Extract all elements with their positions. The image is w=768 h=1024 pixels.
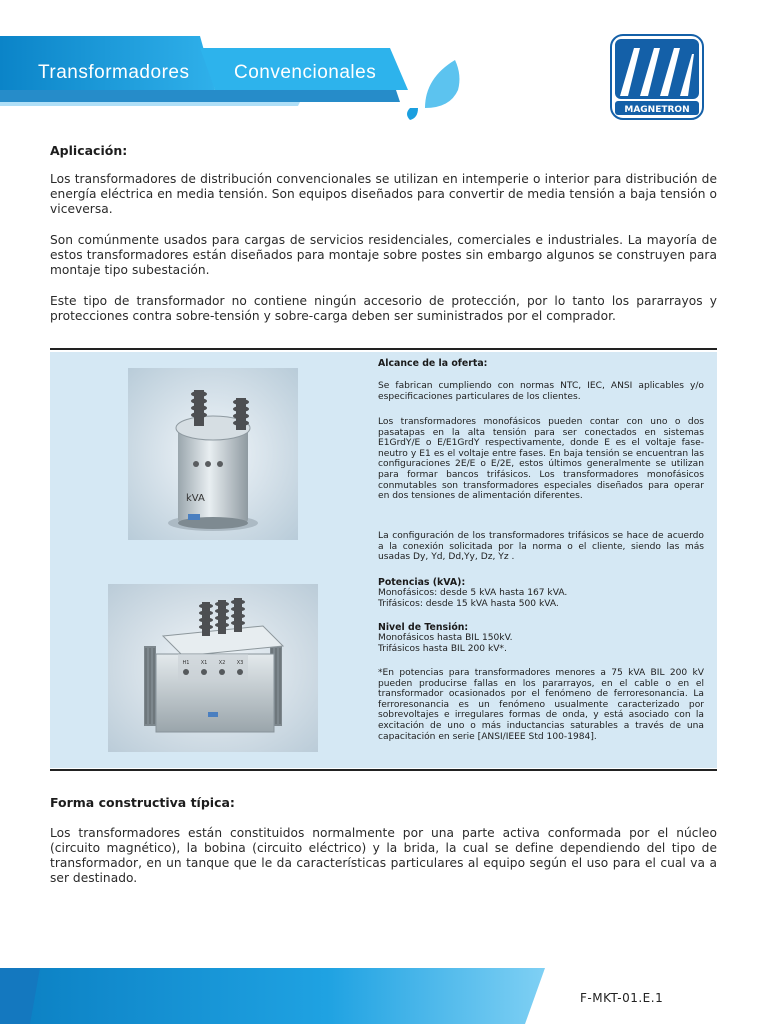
title-word-convencionales: Convencionales: [234, 62, 377, 83]
single-phase-transformer-image: [128, 368, 298, 540]
offer-paragraph-three-phase: La configuración de los transformadores trifásicos se hace de acuerdo a la conexión solicitada por la norma o el cliente, siendo las más usadas Dy, Yd, Dd,Yy, Dz, Yz .: [378, 531, 704, 563]
kva-label: kVA: [186, 493, 205, 504]
offer-heading: Alcance de la oferta:: [378, 358, 488, 369]
voltage-single-phase: Monofásicos hasta BIL 150kV.: [378, 633, 513, 643]
construction-heading: Forma constructiva típica:: [50, 795, 235, 810]
ferroresonance-note: *En potencias para transformadores menores a 75 kVA BIL 200 kV pueden producirse fallas en los pararrayos, en el cable o en el transformador ocasionados por el fenómeno de ferroresonancia. La ferroresonancia es un fenómeno usualmente caracterizado por sobrevoltajes e irregulares formas de onda, y está asociado con la excitación de uno o más inductancias saturables a través de una capacitación en serie [ANSI/IEEE Std 100-1984].: [378, 668, 704, 742]
magnetron-logo: [610, 34, 704, 120]
application-heading: Aplicación:: [50, 143, 128, 158]
tank-label-x1: X1: [200, 660, 208, 666]
voltage-heading: Nivel de Tensión:: [378, 622, 469, 633]
tank-label-h1: H1: [182, 660, 190, 666]
power-three-phase: Trifásicos: desde 15 kVA hasta 500 kVA.: [378, 599, 559, 609]
tank-label-x3: X3: [236, 660, 244, 666]
power-single-phase: Monofásicos: desde 5 kVA hasta 167 kVA.: [378, 588, 568, 598]
application-paragraph-3: Este tipo de transformador no contiene ningún accesorio de protección, por lo tanto los pararrayos y protecciones contra sobre-tensión y sobre-carga deben ser suministrados por el comprador.: [50, 294, 717, 323]
voltage-three-phase: Trifásicos hasta BIL 200 kV*.: [378, 644, 507, 654]
application-paragraph-1: Los transformadores de distribución convencionales se utilizan en intemperie o interior para distribución de energía eléctrica en media tensión. Son equipos diseñados para convertir de media tensión a baja tensión o viceversa.: [50, 172, 717, 216]
offer-paragraph-standards: Se fabrican cumpliendo con normas NTC, IEC, ANSI aplicables y/o especificaciones particulares de los clientes.: [378, 381, 704, 402]
power-heading: Potencias (kVA):: [378, 577, 466, 588]
box-bottom-rule: [50, 769, 717, 771]
application-paragraph-2: Son comúnmente usados para cargas de servicios residenciales, comerciales e industriales. La mayoría de estos transformadores están diseñados para montaje sobre postes sin embargo algunos se construyen para montaje tipo subestación.: [50, 233, 717, 277]
title-word-transformadores: Transformadores: [38, 62, 190, 83]
offer-paragraph-single-phase: Los transformadores monofásicos pueden contar con uno o dos pasatapas en la alta tensión para ser conectados en sistemas E1GrdY/E o E/E1GrdY respectivamente, donde E es el voltaje fase-neutro y E1 es el voltaje entre fases. En baja tensión se encuentran las configuraciones 2E/E o E/2E, estos últimos generalmente se utilizan para formar bancos trifásicos. Los transformadores monofásicos conmutables son transformadores especiales diseñados para operar en dos tensiones de alimentación diferentes.: [378, 417, 704, 502]
construction-paragraph: Los transformadores están constituidos normalmente por una parte activa conformada por el núcleo (circuito magnético), la bobina (circuito eléctrico) y la brida, la cual se define dependiendo del tipo de transformador, en un tanque que le da características particulares al equipo según el uso para el cual va a ser destinado.: [50, 826, 717, 885]
three-phase-transformer-image: [108, 584, 318, 752]
document-code: F-MKT-01.E.1: [580, 991, 664, 1005]
box-top-rule: [50, 348, 717, 350]
logo-text: MAGNETRON: [624, 105, 690, 115]
tank-label-x2: X2: [218, 660, 226, 666]
